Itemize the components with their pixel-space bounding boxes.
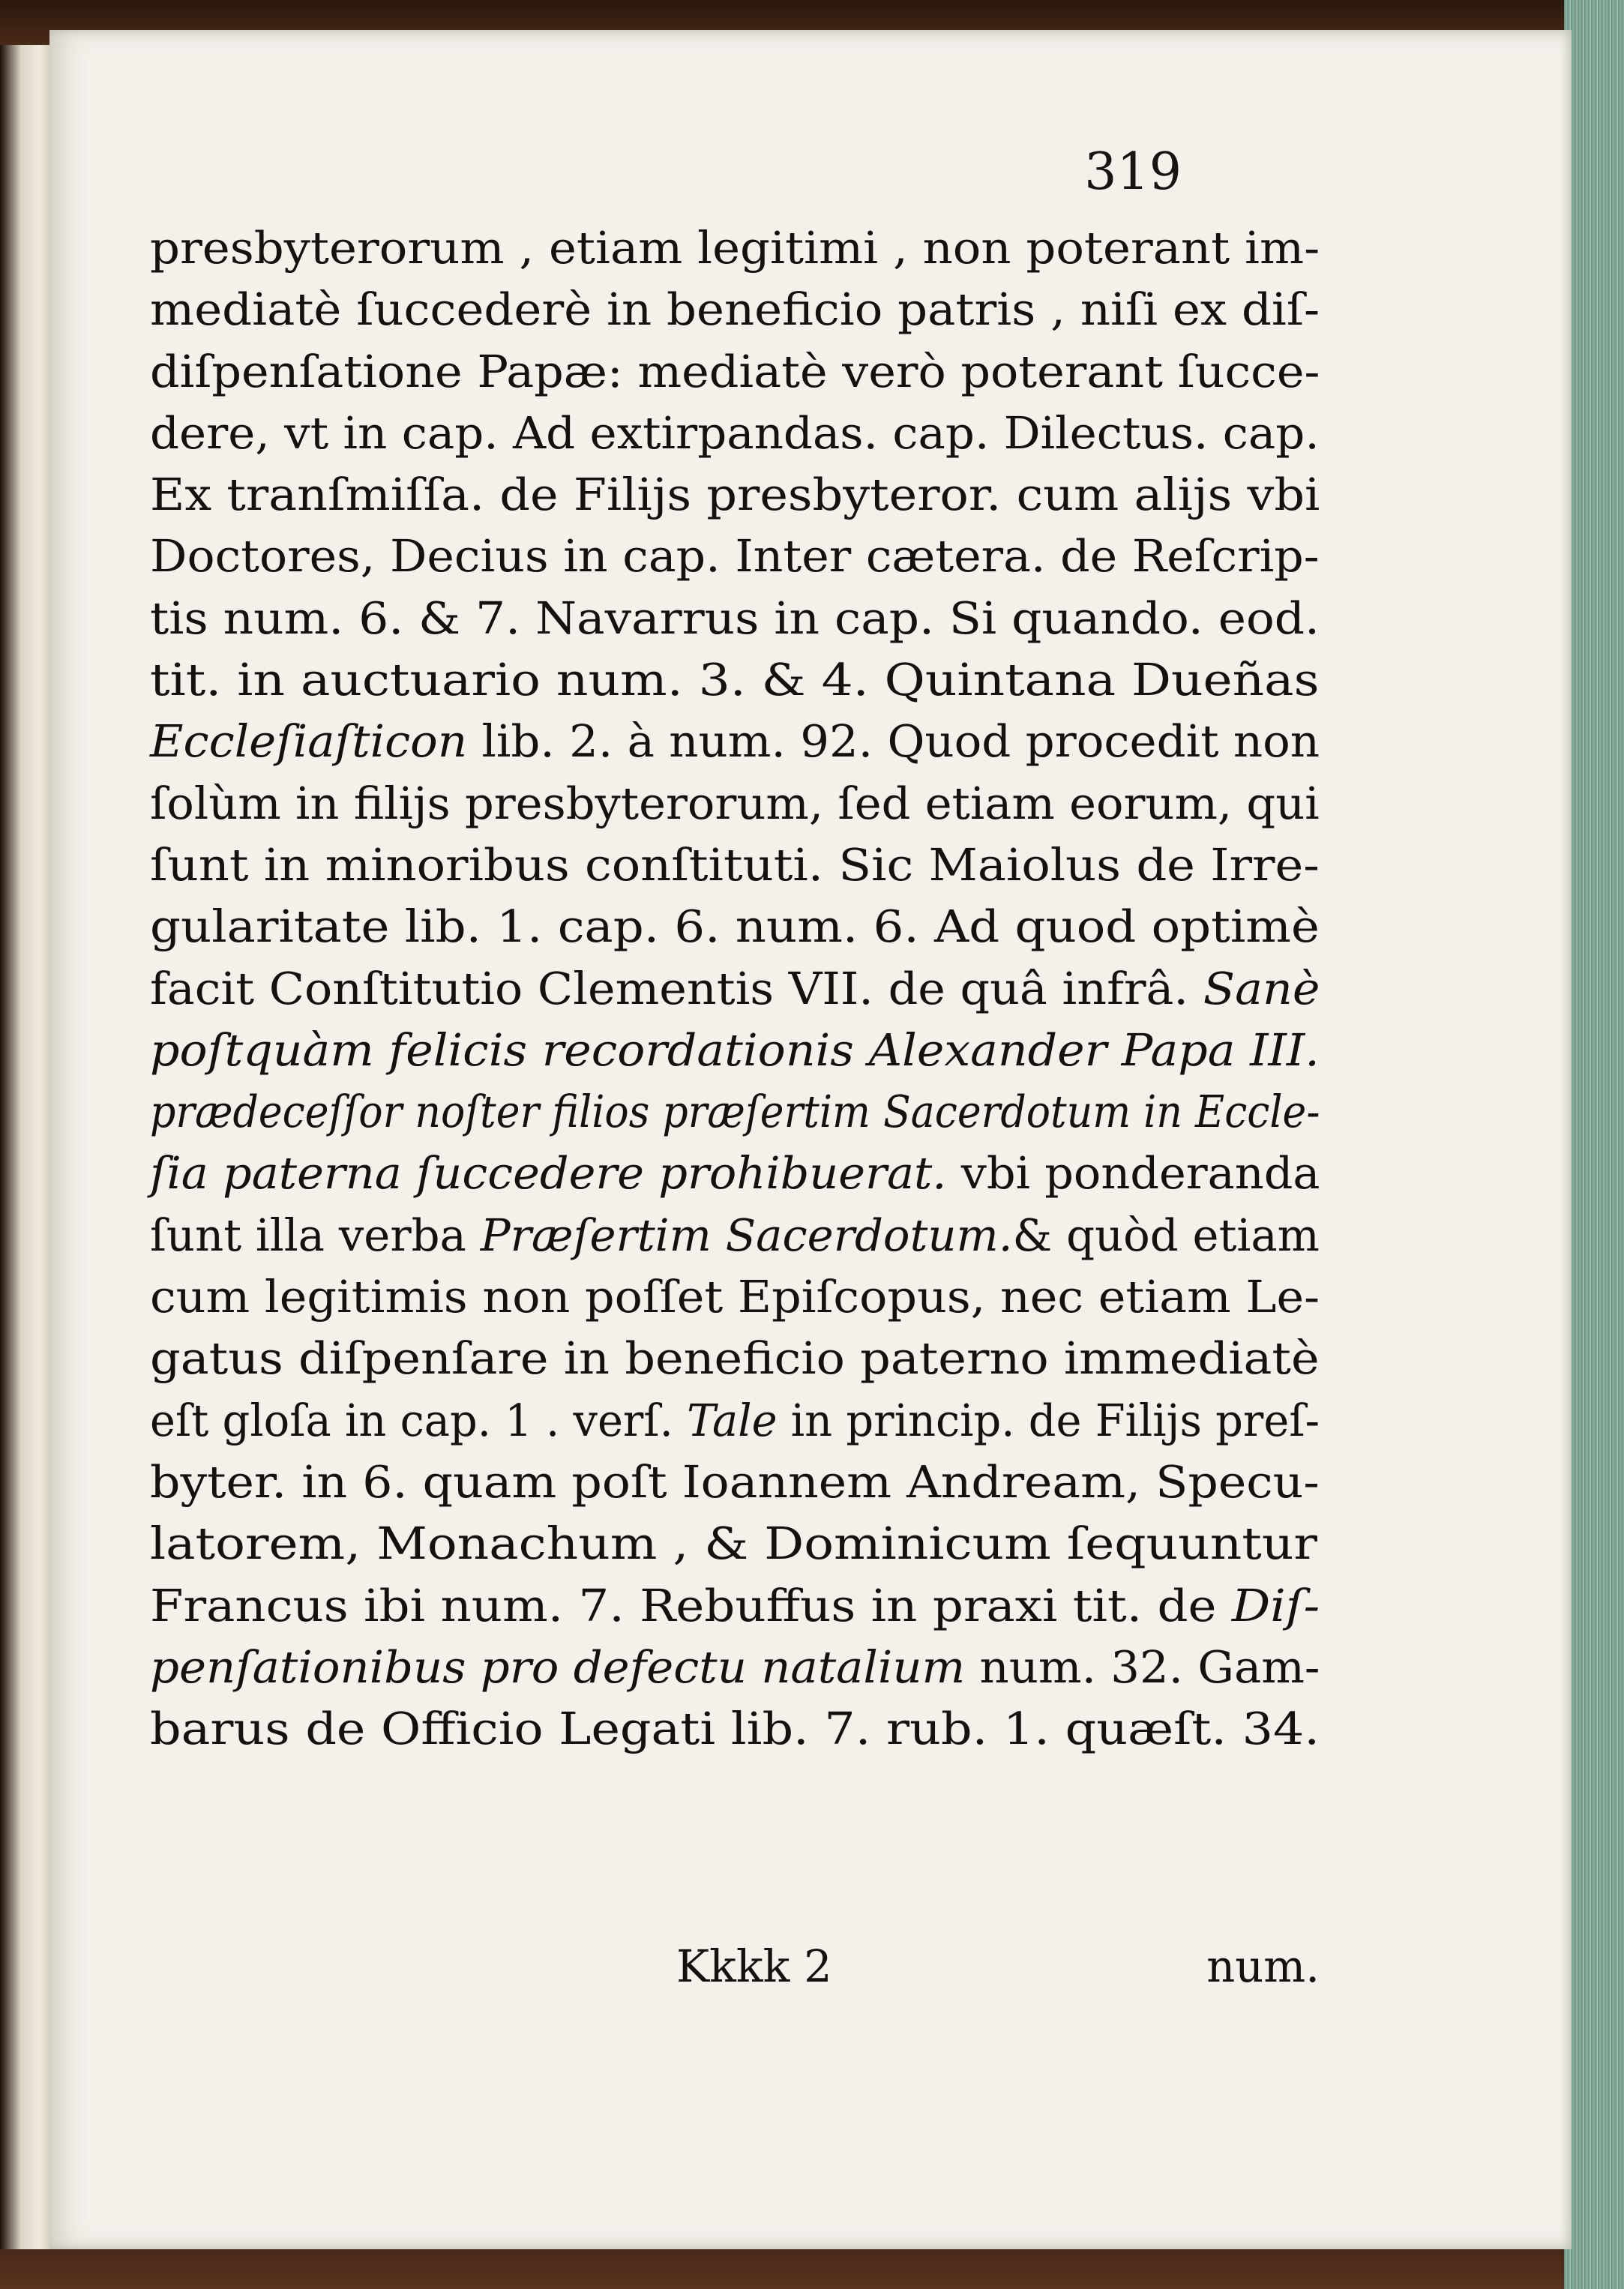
text-line [150,279,1388,340]
body-text [150,217,1320,1760]
book-page [49,30,1572,2249]
italic-text: poſtquàm felicis recordationis Alexander Papa III. [150,1023,1320,1076]
text-segment: facit Conſtitutio Clementis VII. de quâ infrâ. [150,962,1203,1014]
left-page-edge [0,45,52,2249]
text-segment: tit. in auctuario num. 3. & 4. Quintana Dueñas [150,654,1320,706]
text-segment: barus de Officio Legati lib. 7. rub. 1. quæſt. 34. [150,1703,1320,1755]
italic-text: Præſertim Sacerdotum. [480,1209,1013,1261]
page-number: 319 [1084,142,1182,202]
text-line [150,1575,1421,1637]
text-segment: & quòd etiam [1012,1209,1320,1261]
text-line [150,1637,1356,1698]
text-segment: ſolùm in filijs presbyterorum, ſed etiam eorum, qui [150,777,1320,829]
italic-text: Diſ- [1231,1579,1320,1631]
text-segment: ſunt in minoribus conſtituti. Sic Maiolus de Irre- [150,838,1320,891]
text-segment: num. 32. Gam- [965,1640,1320,1693]
text-line [150,1205,1324,1266]
text-segment: Ex tranſmiſſa. de Filijs presbyteror. cum alijs vbi [150,469,1320,521]
text-segment: gatus diſpenſare in beneficio paterno immediatè [150,1332,1320,1385]
text-line [150,711,1358,772]
text-line [150,464,1409,526]
text-segment: lib. 2. à num. 92. Quod procedit non [467,715,1320,768]
text-segment: tis num. 6. & 7. Navarrus in cap. Si quando. eod. [150,592,1320,644]
text-line [150,526,1373,587]
text-segment: Doctores, Decius in cap. Inter cætera. de Reſcrip- [150,530,1320,583]
italic-text: Sanè [1203,962,1320,1014]
text-line [150,1698,1439,1760]
text-line [150,1452,1402,1513]
text-segment: ſunt illa verba [150,1209,481,1261]
italic-text: ſia paterna ſuccedere prohibuerat. [150,1147,947,1200]
text-segment: latorem, Monachum , & Dominicum ſequuntur [150,1518,1317,1570]
text-line [150,1513,1460,1574]
text-line [150,403,1359,464]
text-segment: cum legitimis non poſſet Epiſcopus, nec etiam Le- [150,1271,1320,1323]
text-segment: byter. in 6. quam poſt Ioannem Andream, Specu- [150,1455,1320,1508]
text-line [150,649,1460,711]
text-segment: dere, vt in cap. Ad extirpandas. cap. Dilectus. cap. [150,406,1320,459]
text-line [150,958,1377,1020]
italic-text: Tale [687,1394,778,1446]
text-line [150,588,1396,649]
text-segment: mediatè ſuccederè in beneficio patris , niſi ex diſ- [150,283,1320,336]
text-segment: eſt gloſa in cap. 1 . verſ. [150,1394,688,1446]
italic-text: Eccleſiaſticon [150,715,468,768]
text-segment: vbi ponderanda [946,1147,1320,1200]
text-line [150,896,1419,957]
text-line [150,1266,1377,1328]
page-stack-edge [1564,0,1624,2289]
text-segment: gularitate lib. 1. cap. 6. num. 6. Ad quod optimè [150,900,1320,953]
italic-text: prædeceſſor noſter filios præſertim Sacerdotum in Eccle- [150,1086,1320,1138]
text-segment: presbyterorum , etiam legitimi , non poterant im- [150,222,1320,274]
catchword: num. [1206,1940,1320,1992]
text-line [150,1390,1320,1452]
text-segment: in princip. de Filijs preſ- [777,1394,1320,1446]
italic-text: penſationibus pro defectu natalium [150,1640,966,1693]
text-line [150,341,1377,403]
text-segment: diſpenſatione Papæ: mediatè verò poterant ſucce- [150,345,1320,397]
signature-mark: Kkkk 2 [676,1940,832,1992]
text-line [150,1328,1411,1389]
text-line [150,773,1351,834]
text-line [150,217,1387,279]
text-line [150,1081,1320,1143]
text-line [150,834,1416,896]
page-footer [150,1940,1320,2000]
text-line [150,1020,1373,1081]
text-line [150,1143,1349,1204]
text-segment: Francus ibi num. 7. Rebuffus in praxi tit. de [150,1579,1232,1631]
